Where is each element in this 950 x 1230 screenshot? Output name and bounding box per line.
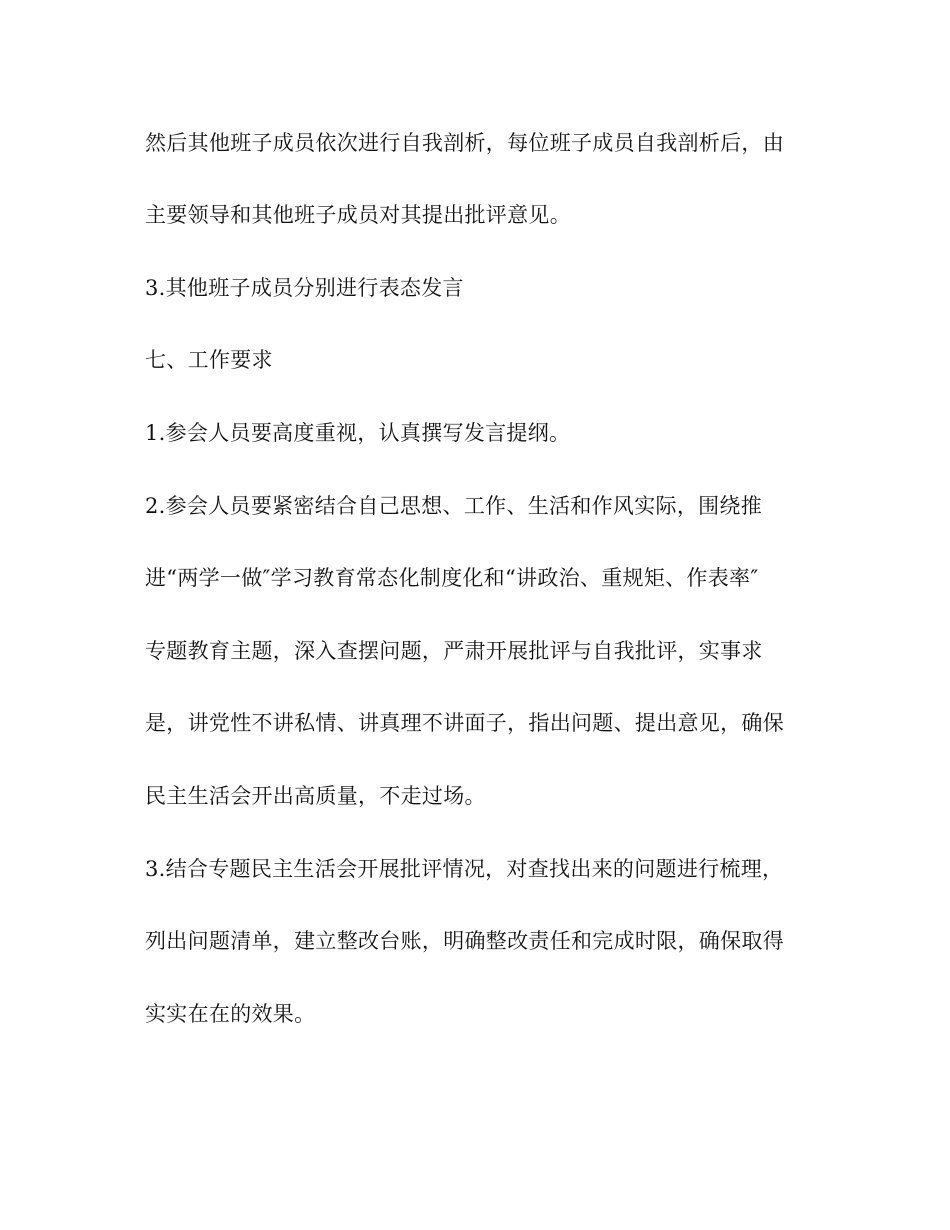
- paragraph-line: 然后其他班子成员依次进行自我剖析，每位班子成员自我剖析后，由: [145, 131, 784, 155]
- list-item: 1.参会人员要高度重视，认真撰写发言提纲。: [145, 421, 571, 445]
- paragraph-line: 是，讲党性不讲私情、讲真理不讲面子，指出问题、提出意见，确保: [145, 711, 784, 735]
- paragraph-line: 列出问题清单，建立整改台账，明确整改责任和完成时限，确保取得: [145, 929, 784, 953]
- list-item: 3.结合专题民主生活会开展批评情况，对查找出来的问题进行梳理，: [145, 857, 784, 881]
- list-item: 2.参会人员要紧密结合自己思想、工作、生活和作风实际，围绕推: [145, 494, 763, 518]
- paragraph-line: 主要领导和其他班子成员对其提出批评意见。: [145, 203, 571, 227]
- section-heading: 七、工作要求: [145, 348, 273, 372]
- paragraph-line: 专题教育主题，深入查摆问题，严肃开展批评与自我批评，实事求: [145, 639, 763, 663]
- paragraph-line: 实实在在的效果。: [145, 1002, 316, 1026]
- paragraph-line: 民主生活会开出高质量，不走过场。: [145, 784, 486, 808]
- list-item: 3.其他班子成员分别进行表态发言: [145, 276, 464, 300]
- paragraph-line: 进“两学一做″学习教育常态化制度化和“讲政治、重规矩、作表率″: [145, 566, 759, 590]
